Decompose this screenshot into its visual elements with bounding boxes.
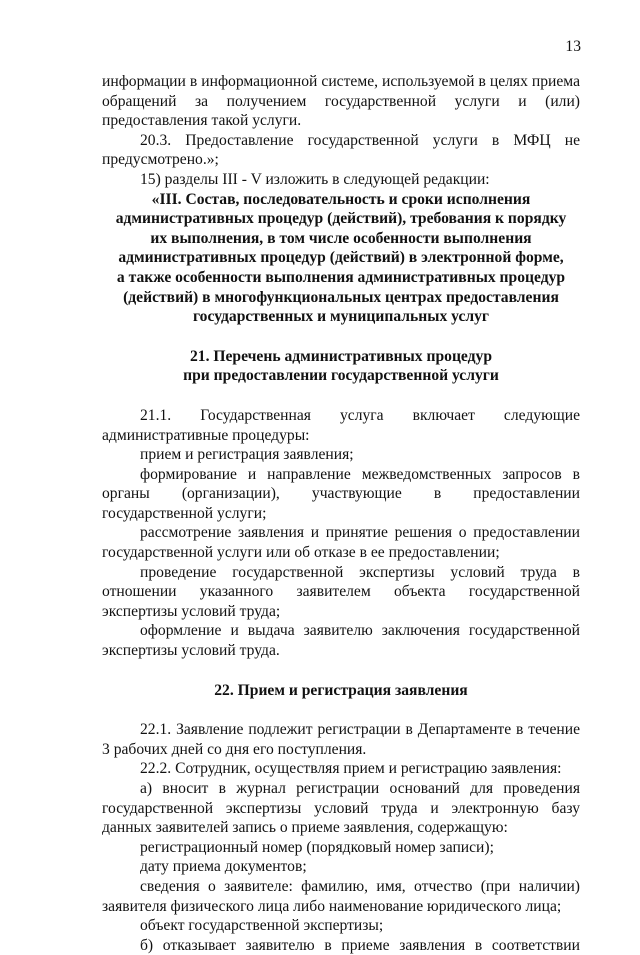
paragraph: 20.3. Предоставление государственной услуги в МФЦ не предусмотрено.»; — [102, 131, 580, 169]
list-item: оформление и выдача заявителю заключения государственной экспертизы условий труда. — [102, 622, 580, 660]
list-item: дату приема документов; — [140, 858, 307, 876]
section-title — [102, 190, 580, 327]
paragraph: 22.2. Сотрудник, осуществляя прием и регистрацию заявления: — [140, 760, 562, 778]
spacer — [102, 386, 580, 406]
section-title-line: (действий) в многофункциональных центрах предоставления — [123, 288, 559, 306]
list-item: объект государственной экспертизы; — [140, 917, 384, 935]
section-title-line: государственных и муниципальных услуг — [192, 308, 489, 326]
heading-22: 22. Прием и регистрация заявления — [214, 681, 468, 699]
document-body — [102, 72, 580, 955]
heading-line: 21. Перечень административных процедур — [189, 347, 493, 365]
page-number: 13 — [565, 38, 581, 55]
section-title-line: «III. Состав, последовательность и сроки исполнения — [151, 190, 531, 208]
heading-line: при предоставлении государственной услуги — [183, 367, 499, 385]
paragraph: 21.1. Государственная услуга включает следующие административные процедуры: — [102, 406, 580, 444]
section-title-line: административных процедур (действий) в электронной форме, — [118, 249, 564, 267]
heading-21 — [102, 347, 580, 386]
paragraph: 15) разделы III - V изложить в следующей редакции: — [140, 170, 490, 188]
paragraph: информации в информационной системе, используемой в целях приема обращений за получением государственной услуги и (или) предоставления такой услуги. — [102, 73, 580, 130]
list-item: рассмотрение заявления и принятие решения о предоставлении государственной услуги или об отказе в ее предоставлении; — [102, 524, 580, 562]
section-title-line: административных процедур (действий), требования к порядку — [115, 210, 567, 228]
section-title-line: а также особенности выполнения административных процедур — [116, 268, 566, 286]
list-item: проведение государственной экспертизы условий труда в отношении указанного заявителем объекта государственной экспертизы условий труда; — [102, 563, 580, 620]
paragraph: 22.1. Заявление подлежит регистрации в Департаменте в течение 3 рабочих дней со дня его поступления. — [102, 721, 580, 758]
paragraph: б) отказывает заявителю в приеме заявления в соответствии — [140, 936, 580, 954]
list-item: прием и регистрация заявления; — [140, 446, 354, 464]
spacer — [102, 661, 580, 681]
list-item: сведения о заявителе: фамилию, имя, отчество (при наличии) заявителя физического лица либо наименование юридического лица; — [102, 877, 580, 915]
section-title-line: их выполнения, в том числе особенности выполнения — [150, 229, 532, 247]
list-item: формирование и направление межведомственных запросов в органы (организации), участвующие в предоставлении государственной услуги; — [102, 465, 580, 522]
spacer — [102, 327, 580, 347]
paragraph: а) вносит в журнал регистрации оснований для проведения государственной экспертизы условий труда и электронную базу данных заявителей запись о приеме заявления, содержащую: — [102, 780, 580, 837]
list-item: регистрационный номер (порядковый номер записи); — [140, 838, 494, 856]
spacer — [102, 700, 580, 720]
